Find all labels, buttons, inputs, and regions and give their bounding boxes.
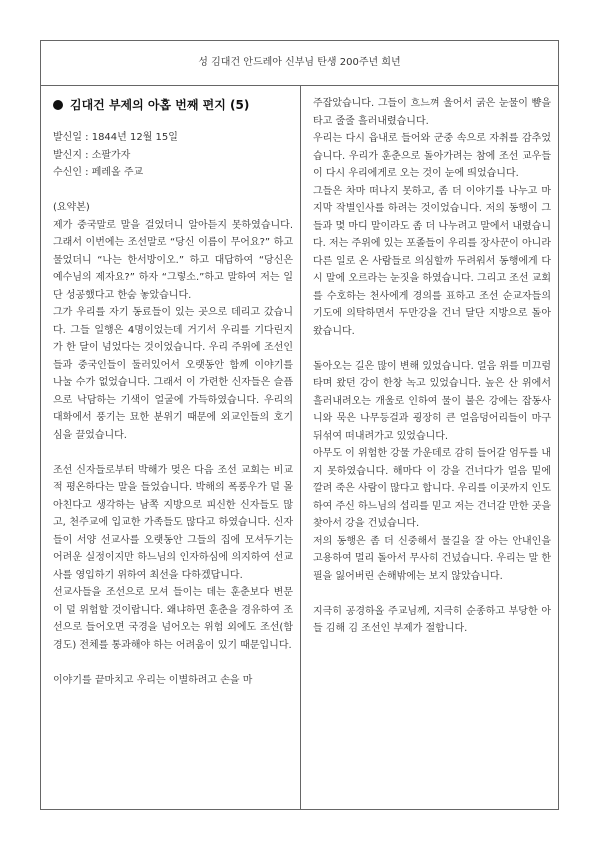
paragraph: 저의 동행은 좀 더 신중해서 물길을 잘 아는 안내인을 고용하여 멀리 돌아서 무사히 건넜습니다. 우리는 말 한 필을 잃어버린 손해밖에는 보지 않았습니다. [313,535,551,582]
right-column [313,95,551,638]
bullet-icon [53,100,63,110]
sent-date: 발신일 : 1844년 12월 15일 [53,132,178,143]
paragraph: 아무도 이 위험한 강물 가운데로 감히 들어갈 엄두를 내지 못하였습니다. 해마다 이 강을 건너다가 얼음 밑에 깔려 죽은 사람이 많다고 합니다. 우리를 이곳까지 인도하여 주신 하느님의 섭리를 믿고 저는 건너갈 만한 곳을 찾아서 강을 건넜습니다. [313,448,551,529]
paragraph: 우리는 다시 읍내로 들어와 군중 속으로 자취를 감추었습니다. 우리가 훈춘으로 돌아가려는 참에 조선 교우들이 다시 우리에게로 오는 것이 눈에 띄었습니다. [313,133,551,179]
page-frame [40,40,559,810]
paragraph: 조선 신자들로부터 박해가 멎은 다음 조선 교회는 비교적 평온하다는 말을 들었습니다. 박해의 폭풍우가 덜 몰아친다고 생각하는 남쪽 지방으로 피신한 신자들도 많고, 천주교에 입교한 가족들도 많다고 하였습니다. 신자들이 서양 선교사를 오랫동안 그들의 집에 모셔두기는 어려운 실정이지만 하느님의 인자하심에 의지하여 선교사를 영입하기 위하여 최선을 다하겠답니다. [53,464,293,581]
paragraph: 그들은 차마 떠나지 못하고, 좀 더 이야기를 나누고 마지막 작별인사를 하려는 것이었습니다. 저의 동행이 그들과 몇 마디 말이라도 좀 더 나누려고 말에서 내렸습니다. 저는 주위에 있는 포졸들이 우리를 장사꾼이 아니라 다른 일로 온 사람들로 의심할까 두려워서 동행에게 다시 말에 오르라는 눈짓을 하였습니다. 그리고 조선 교회를 수호하는 천사에게 경의를 표하고 조선 순교자들의 기도에 의탁하면서 두만강을 건너 달단 지방으로 돌아왔습니다. [313,185,551,337]
paragraph: 제가 중국말로 말을 걸었더니 알아듣지 못하였습니다. 그래서 이번에는 조선말로 “당신 이름이 무어요?” 하고 물었더니 “나는 한서방이오.” 하고 대답하여 “당신은 예수님의 제자요?” 하자 “그렇소.”하고 말하여 저는 일단 성공했다고 한숨 놓았습니다. [53,219,293,301]
sent-place: 발신지 : 소팔가자 [53,149,131,161]
letter-title-text: 김대건 부제의 아홉 번째 편지 (5) [70,98,250,112]
paragraph: 주잡았습니다. 그들이 흐느껴 울어서 굵은 눈물이 뺨을 타고 줄줄 흘러내렸습니다. [313,98,551,127]
summary-label: (요약본) [53,202,90,213]
closing-paragraph: 지극히 공경하올 주교님께, 지극히 순종하고 부당한 아들 김해 김 조선인 부제가 절합니다. [313,605,551,634]
paragraph: 선교사들을 조선으로 모셔 들이는 데는 훈춘보다 변문이 덜 위험할 것이랍니다. 왜냐하면 훈춘을 경유하여 조선으로 들어오면 국경을 넘어오는 위험 외에도 조선(함경도) 전체를 통과해야 하는 어려움이 있기 때문입니다. [53,587,293,651]
recipient: 수신인 : 페레올 주교 [53,167,144,178]
letter-title [53,97,293,113]
left-column [53,91,293,689]
paragraph: 이야기를 끝마치고 우리는 이별하려고 손을 마 [53,674,253,686]
page-header: 성 김대건 안드레아 신부님 탄생 200주년 희년 [41,41,558,86]
paragraph: 그가 우리를 자기 동료들이 있는 곳으로 데리고 갔습니다. 그들 일행은 4명이었는데 거기서 우리를 기다린지가 한 달이 넘었다는 것이었습니다. 우리 주위에 조선인들과 중국인들이 둘러있어서 오랫동안 함께 이야기를 나눌 수가 없었습니다. 그래서 이 가련한 신자들은 슬픔으로 낙담하는 기색이 얼굴에 가득하였습니다. 우리의 대화에서 풍기는 묘한 분위기 때문에 외교인들의 호기심을 끌었습니다. [53,307,293,441]
paragraph: 돌아오는 길은 많이 변해 있었습니다. 얼음 위를 미끄럼 타며 왔던 강이 한창 녹고 있었습니다. 높은 산 위에서 흘러내려오는 개울로 인하여 물이 불은 강에는 잡동사니와 묵은 나무등걸과 굉장히 큰 얼음덩어리들이 마구 뒤섞여 떠내려가고 있었습니다. [313,360,551,442]
column-divider [300,85,301,809]
